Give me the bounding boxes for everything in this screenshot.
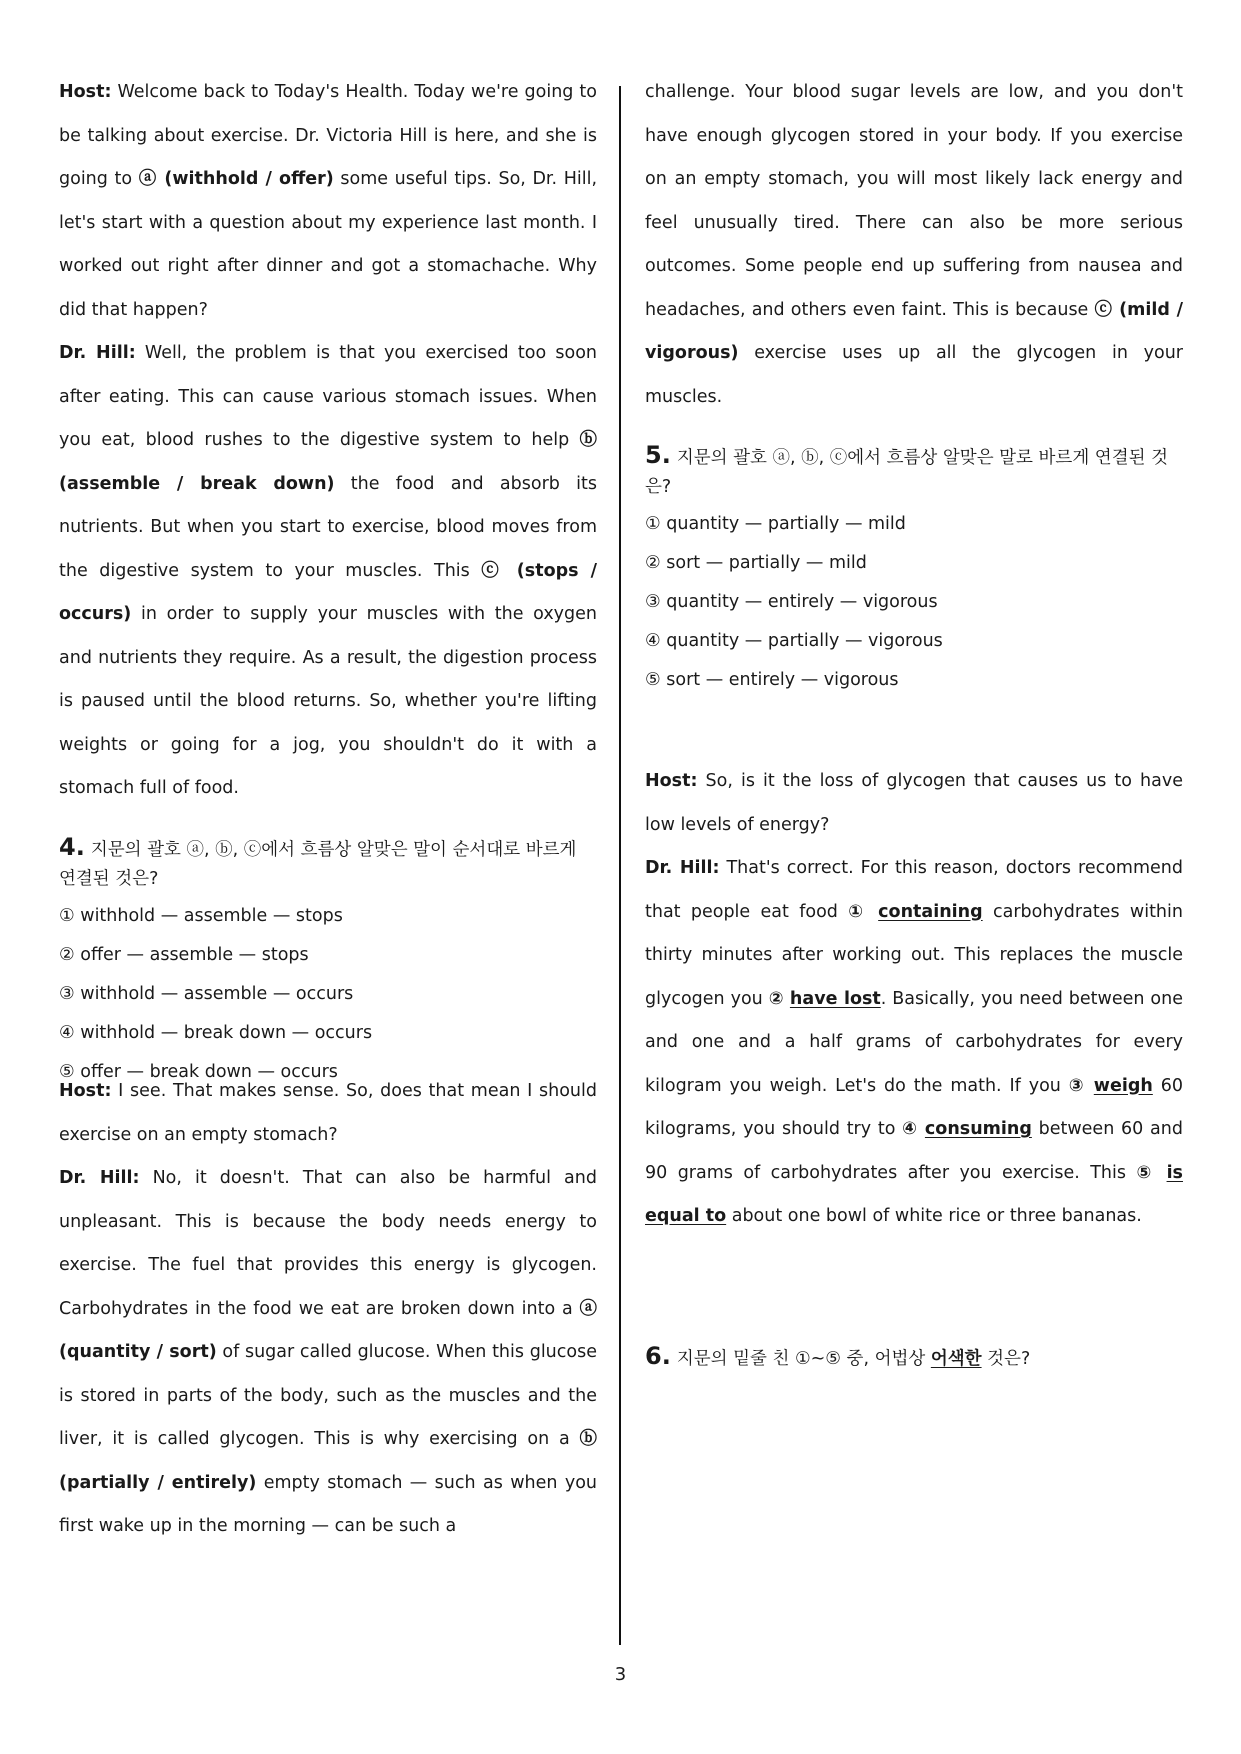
question-4-choices bbox=[59, 897, 597, 1092]
blank-c: ⓒ (stops / occurs) bbox=[59, 560, 597, 624]
marker-2: ② bbox=[768, 988, 784, 1009]
blank-a: ⓐ (quantity / sort) bbox=[59, 1298, 597, 1362]
question-6 bbox=[645, 1342, 1183, 1374]
speaker-dr-hill: Dr. Hill: bbox=[59, 343, 136, 363]
passage-3 bbox=[645, 760, 1183, 1239]
passage-3-drhill-paragraph: Dr. Hill: That's correct. For this reason, doctors recommend that people eat food ① containing carbohydrates within thirty minutes after working out. This replaces the muscle glycogen you ② have lost. Basically, you need between one and one and a half grams of carbohydrates for every kilogram you weigh. Let's do the math. If you ③ weigh 60 kilograms, you should try to ④ consuming between 60 and 90 grams of carbohydrates after you exercise. This ⑤ is equal to about one bowl of white rice or three bananas. bbox=[645, 858, 1183, 1226]
underlined-2: have lost bbox=[789, 988, 881, 1009]
passage-3-host-paragraph: Host: So, is it the loss of glycogen that causes us to have low levels of energy? bbox=[645, 771, 1183, 835]
passage-2-drhill-paragraph: Dr. Hill: No, it doesn't. That can also be harmful and unpleasant. This is because the body needs energy to exercise. The fuel that provides this energy is glycogen. Carbohydrates in the food we eat are broken down into a ⓐ (quantity / sort) of sugar called glucose. When this glucose is stored in parts of the body, such as the muscles and the liver, it is called glycogen. This is why exercising on a ⓑ (partially / entirely) empty stomach — such as when you first wake up in the morning — can be such a bbox=[59, 1168, 597, 1536]
choice[interactable]: ③ withhold — assemble — occurs bbox=[59, 983, 354, 1004]
marker-3: ③ bbox=[1068, 1075, 1086, 1096]
question-5-choices bbox=[645, 505, 1183, 700]
speaker-dr-hill: Dr. Hill: bbox=[59, 1168, 140, 1188]
choice[interactable]: ⑤ offer — break down — occurs bbox=[59, 1061, 338, 1082]
blank-b: ⓑ (partially / entirely) bbox=[59, 1429, 597, 1493]
question-5 bbox=[645, 441, 1183, 700]
underlined-5: is equal to bbox=[645, 1162, 1183, 1226]
question-5-number: 5. bbox=[645, 441, 671, 469]
column-divider bbox=[619, 86, 621, 1645]
choice[interactable]: ⑤ sort — entirely — vigorous bbox=[645, 670, 899, 690]
choice[interactable]: ① withhold — assemble — stops bbox=[59, 905, 343, 926]
underlined-4: consuming bbox=[924, 1119, 1032, 1139]
choice[interactable]: ④ quantity — partially — vigorous bbox=[645, 631, 943, 651]
passage-1-host-paragraph: Host: Welcome back to Today's Health. Today we're going to be talking about exercise. Dr. Victoria Hill is here, and she is going to ⓐ (withhold / offer) some useful tips. So, Dr. Hill, let's start with a question about my experience last month. I worked out right after dinner and got a stomachache. Why did that happen? bbox=[59, 82, 598, 320]
passage-1 bbox=[59, 71, 597, 811]
passage-2-continued bbox=[645, 71, 1183, 419]
question-4 bbox=[59, 833, 597, 1092]
question-5-stem: 5. 지문의 괄호 ⓐ, ⓑ, ⓒ에서 흐름상 알맞은 말로 바르게 연결된 것은? bbox=[645, 441, 1168, 497]
passage-2-continued-paragraph: challenge. Your blood sugar levels are low, and you don't have enough glycogen stored in your body. If you exercise on an empty stomach, you will most likely lack energy and feel unusually tired. There can also be more serious outcomes. Some people end up suffering from nausea and headaches, and others even faint. This is because ⓒ (mild / vigorous) exercise uses up all the glycogen in your muscles. bbox=[645, 82, 1183, 407]
blank-b: ⓑ (assemble / break down) bbox=[59, 430, 597, 494]
choice[interactable]: ④ withhold — break down — occurs bbox=[59, 1022, 373, 1043]
page-number: 3 bbox=[614, 1664, 627, 1685]
blank-c: ⓒ (mild / vigorous) bbox=[645, 299, 1183, 363]
speaker-host: Host: bbox=[645, 771, 698, 791]
speaker-host: Host: bbox=[59, 82, 112, 102]
left-column bbox=[59, 70, 598, 1536]
question-4-stem: 4. 지문의 괄호 ⓐ, ⓑ, ⓒ에서 흐름상 알맞은 말이 순서대로 바르게 연결된 것은? bbox=[59, 832, 577, 889]
question-6-stem: 6. 지문의 밑줄 친 ①~⑤ 중, 어법상 어색한 것은? bbox=[645, 1342, 1031, 1370]
marker-4: ④ bbox=[902, 1119, 919, 1139]
question-6-underlined-word: 어색한 bbox=[930, 1349, 982, 1369]
choice[interactable]: ② sort — partially — mild bbox=[645, 553, 867, 573]
question-6-number: 6. bbox=[645, 1342, 671, 1370]
speaker-dr-hill: Dr. Hill: bbox=[645, 858, 720, 878]
passage-2 bbox=[59, 1070, 597, 1549]
marker-1: ① bbox=[848, 901, 868, 922]
marker-5: ⑤ bbox=[1136, 1162, 1157, 1183]
question-4-number: 4. bbox=[59, 832, 85, 861]
underlined-3: weigh bbox=[1093, 1075, 1153, 1096]
blank-a: ⓐ (withhold / offer) bbox=[138, 169, 334, 189]
underlined-1: containing bbox=[878, 901, 983, 922]
choice[interactable]: ① quantity — partially — mild bbox=[645, 514, 906, 534]
choice[interactable]: ② offer — assemble — stops bbox=[59, 944, 309, 965]
passage-2-host-paragraph: Host: I see. That makes sense. So, does that mean I should exercise on an empty stomach? bbox=[59, 1081, 597, 1145]
choice[interactable]: ③ quantity — entirely — vigorous bbox=[645, 592, 938, 612]
right-column bbox=[645, 70, 1183, 1370]
speaker-host: Host: bbox=[59, 1081, 112, 1101]
passage-1-drhill-paragraph: Dr. Hill: Well, the problem is that you exercised too soon after eating. This can cause various stomach issues. When you eat, blood rushes to the digestive system to help ⓑ (assemble / break down) the food and absorb its nutrients. But when you start to exercise, blood moves from the digestive system to your muscles. This ⓒ (stops / occurs) in order to supply your muscles with the oxygen and nutrients they require. As a result, the digestion process is paused until the blood returns. So, whether you're lifting weights or going for a jog, you shouldn't do it with a stomach full of food. bbox=[59, 343, 597, 798]
